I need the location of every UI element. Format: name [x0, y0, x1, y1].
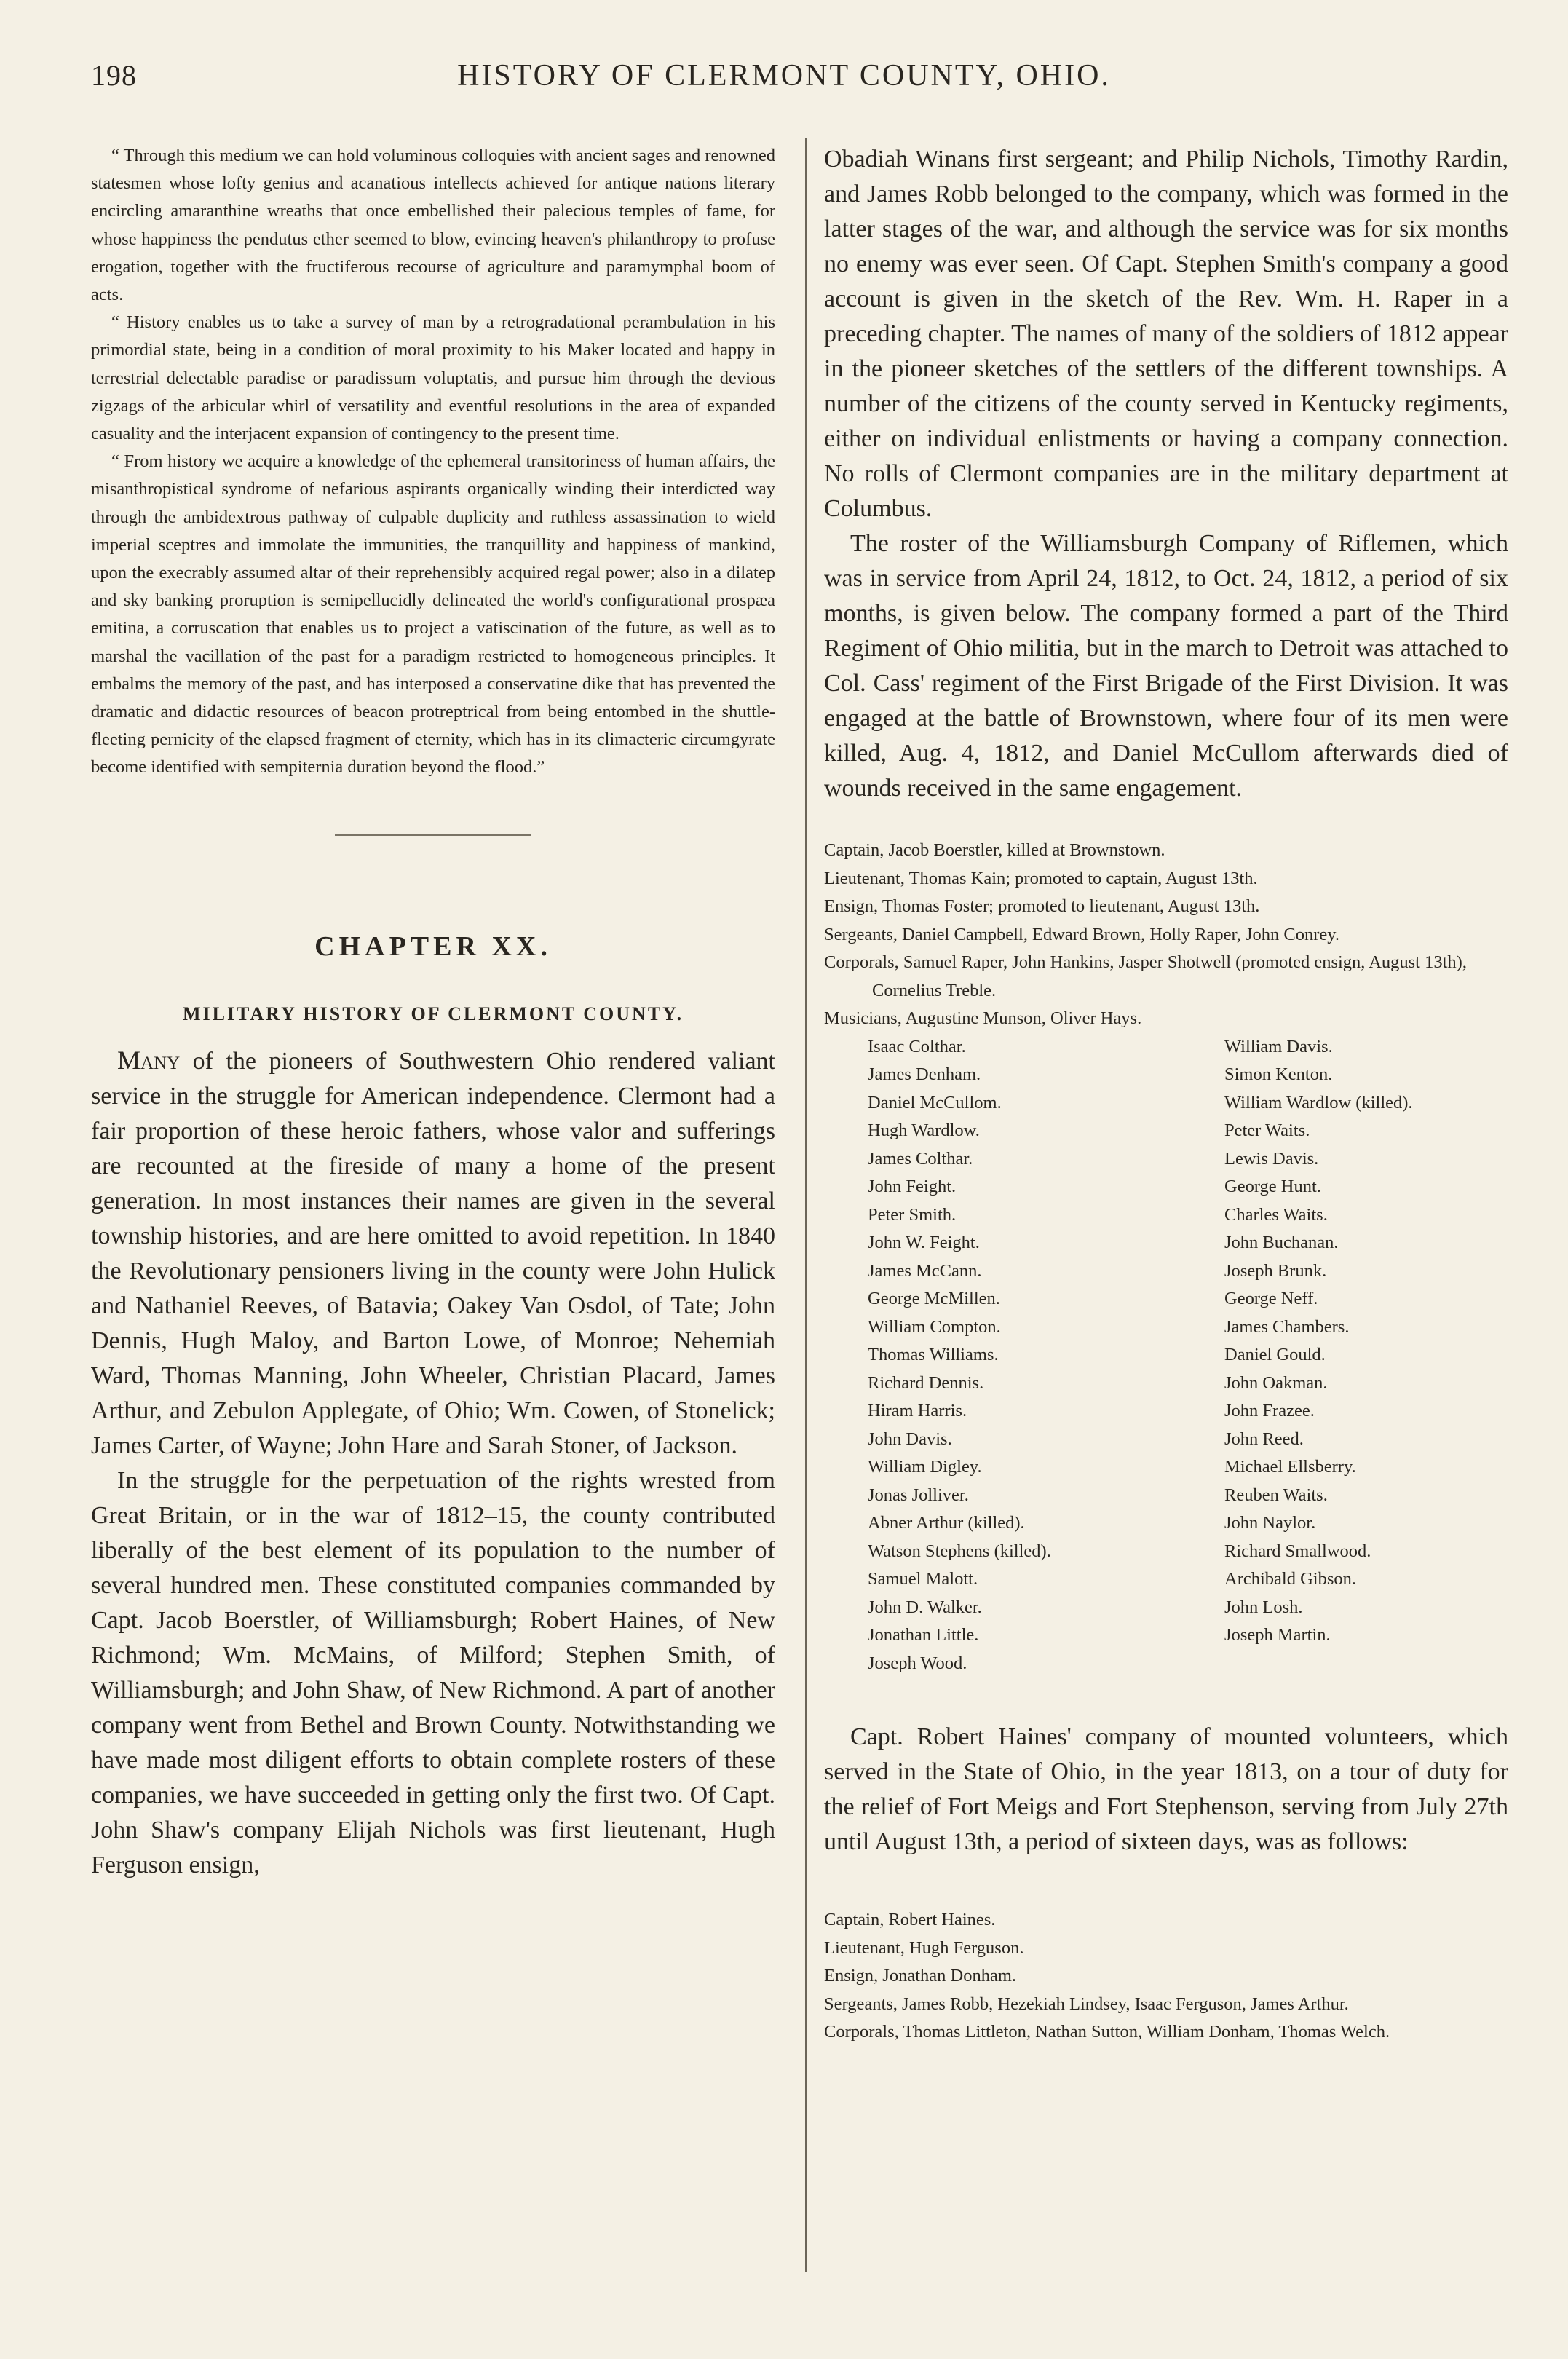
roster-officers-haines [824, 1906, 1508, 2047]
private-name: Reuben Waits. [1224, 1485, 1328, 1505]
chapter-subtitle: MILITARY HISTORY OF CLERMONT COUNTY. [182, 1003, 684, 1024]
names-column-left [868, 1033, 1224, 1678]
roster-line: Musicians, Augustine Munson, Oliver Hays. [824, 1008, 1142, 1028]
roster-line: Ensign, Jonathan Donham. [824, 1966, 1017, 1985]
roster-line: Lieutenant, Hugh Ferguson. [824, 1937, 1024, 1958]
private-name: Hiram Harris. [868, 1401, 967, 1420]
page-number: 198 [91, 59, 137, 92]
private-name: James Chambers. [1224, 1316, 1350, 1337]
private-name: Charles Waits. [1224, 1204, 1328, 1225]
quote-paragraph: “ History enables us to take a survey of man by a retrogradational perambulation in his primordial state, being in a condition of moral proximity to his Maker located and happy in terrestrial delectable paradise or paradissum voluptatis, and pursue him through the devious zigzags of the arbicular whirl of versatility and eventful resolutions in the area of expanded casuality and the interjacent expansion of contingency to the present time. [91, 312, 775, 444]
roster-line: Corporals, Thomas Littleton, Nathan Sutton, William Donham, Thomas Welch. [824, 2022, 1390, 2042]
roster-line: Captain, Jacob Boerstler, killed at Brownstown. [824, 840, 1165, 860]
private-name: Lewis Davis. [1224, 1148, 1319, 1169]
roster-line: Corporals, Samuel Raper, John Hankins, Jasper Shotwell (promoted ensign, August 13th), Cornelius Treble. [824, 952, 1467, 1000]
roster-privates-williamsburgh [824, 1033, 1508, 1678]
private-name: Simon Kenton. [1224, 1064, 1333, 1084]
body-paragraph [91, 1043, 775, 1463]
body-paragraph: In the struggle for the perpetuation of the rights wrested from Great Britain, or in the war of 1812–15, the county contributed liberally of the best element of its population to the number of several hundred men. These constituted companies commanded by Capt. Jacob Boerstler, of Williamsburgh; Robert Haines, of New Richmond; Wm. McMains, of Milford; Stephen Smith, of Williamsburgh; and John Shaw, of New Richmond. A part of another company went from Bethel and Brown County. Notwithstanding we have made most diligent efforts to obtain complete rosters of these companies, we have succeeded in getting only the first two. Of Capt. John Shaw's company Elijah Nichols was first lieutenant, Hugh Ferguson ensign, [91, 1466, 775, 1878]
private-name: Richard Dennis. [868, 1372, 984, 1393]
private-name: Hugh Wardlow. [868, 1121, 980, 1140]
private-name: William Wardlow (killed). [1224, 1092, 1413, 1113]
private-name: George McMillen. [868, 1289, 1000, 1308]
private-name: Watson Stephens (killed). [868, 1541, 1051, 1561]
roster-officers-williamsburgh [824, 837, 1508, 1033]
private-name: William Compton. [868, 1316, 1001, 1337]
private-name: Thomas Williams. [868, 1345, 999, 1364]
private-name: Samuel Malott. [868, 1569, 978, 1589]
roster-line: Captain, Robert Haines. [824, 1910, 996, 1929]
private-name: William Digley. [868, 1457, 982, 1477]
private-name: Richard Smallwood. [1224, 1541, 1371, 1561]
private-name: Archibald Gibson. [1224, 1569, 1356, 1589]
private-name: James McCann. [868, 1260, 982, 1281]
section-divider [335, 834, 531, 836]
body-paragraph: Obadiah Winans first sergeant; and Philip Nichols, Timothy Rardin, and James Robb belonged to the company, which was formed in the latter stages of the war, and although the service was for six months no enemy was ever seen. Of Capt. Stephen Smith's company a good account is given in the sketch of the Rev. Wm. H. Raper in a preceding chapter. The names of many of the soldiers of 1812 appear in the pioneer sketches of the settlers of the different townships. A number of the citizens of the county served in Kentucky regiments, either on individual enlistments or having a company connection. No rolls of Clermont companies are in the military department at Columbus. [824, 146, 1508, 522]
roster-line: Ensign, Thomas Foster; promoted to lieutenant, August 13th. [824, 896, 1260, 916]
private-name: Jonas Jolliver. [868, 1485, 969, 1505]
private-name: John Feight. [868, 1177, 957, 1196]
body-paragraph: The roster of the Williamsburgh Company of Riflemen, which was in service from April 24, 1812, to Oct. 24, 1812, a period of six months, is given below. The company formed a part of the Third Regiment of Ohio militia, but in the march to Detroit was attached to Col. Cass' regiment of the First Brigade of the First Division. It was engaged at the battle of Brownstown, where four of its men were killed, Aug. 4, 1812, and Daniel McCullom afterwards died of wounds received in the same engagement. [824, 530, 1508, 802]
private-name: Jonathan Little. [868, 1625, 979, 1645]
private-name: John Davis. [868, 1429, 952, 1449]
quote-paragraph: “ From history we acquire a knowledge of the ephemeral transitoriness of human affairs, the misanthropistical syndrome of nefarious aspirants organically winding their interdicted way through the ambidextrous pathway of culpable duplicity and ruthless assassination to wield imperial sceptres and immolate the immunities, the tranquillity and happiness of mankind, upon the execrably assumed altar of their reprehensibly acquired regal power; also in a dilatep and sky banking proruption is semipellucidly delineated the world's configurational prospæa emitina, a corruscation that enables us to project a vatiscination of the future, as well as to marshal the vacillation of the past for a paradigm restricted to homogeneous principles. It embalms the memory of the past, and has interposed a conservatine dike that has prevented the dramatic and didactic resources of beacon protreptrical from being entombed in the shuttle-fleeting pernicity of the elapsed fragment of eternity, which has in its climacteric circumgyrate become identified with sempiternia duration beyond the flood.” [91, 451, 775, 778]
private-name: Joseph Brunk. [1224, 1260, 1327, 1281]
paragraph-text: of the pioneers of Southwestern Ohio rendered valiant service in the struggle for American independence. Clermont had a fair proportion of these heroic fathers, whose valor and sufferings are recounted at the fireside of many a home of the present generation. In most instances their names are given in the several township histories, and are here omitted to avoid repetition. In 1840 the Revolutionary pensioners living in the county were John Hulick and Nathaniel Reeves, of Batavia; Oakey Van Osdol, of Tate; John Dennis, Hugh Maloy, and Barton Lowe, of Monroe; Nehemiah Ward, Thomas Manning, John Wheeler, Christian Placard, James Arthur, and Zebulon Applegate, of Ohio; Wm. Cowen, of Stonelick; James Carter, of Wayne; John Hare and Sarah Stoner, of Jackson. [91, 1047, 775, 1459]
private-name: Joseph Martin. [1224, 1625, 1331, 1645]
running-head: HISTORY OF CLERMONT COUNTY, OHIO. [457, 59, 1111, 92]
private-name: Isaac Colthar. [868, 1036, 966, 1056]
private-name: John Buchanan. [1224, 1233, 1339, 1252]
right-column [824, 142, 1508, 2047]
private-name: John Oakman. [1224, 1372, 1328, 1393]
private-name: John Frazee. [1224, 1401, 1315, 1420]
private-name: Abner Arthur (killed). [868, 1513, 1025, 1533]
private-name: John D. Walker. [868, 1597, 982, 1617]
private-name: George Neff. [1224, 1289, 1318, 1308]
private-name: Michael Ellsberry. [1224, 1457, 1356, 1477]
left-column [91, 142, 775, 1883]
private-name: John W. Feight. [868, 1233, 980, 1252]
private-name: Daniel McCullom. [868, 1092, 1002, 1113]
roster-line: Sergeants, James Robb, Hezekiah Lindsey, Isaac Ferguson, James Arthur. [824, 1994, 1349, 2014]
private-name: James Denham. [868, 1064, 981, 1084]
chapter-title: CHAPTER XX. [314, 930, 552, 962]
private-name: James Colthar. [868, 1148, 973, 1169]
private-name: John Losh. [1224, 1597, 1303, 1617]
private-name: Daniel Gould. [1224, 1345, 1326, 1364]
private-name: Joseph Wood. [868, 1653, 967, 1673]
private-name: George Hunt. [1224, 1177, 1321, 1196]
page-header [91, 58, 1477, 109]
private-name: Peter Waits. [1224, 1121, 1310, 1140]
names-column-right [1224, 1033, 1530, 1678]
private-name: Peter Smith. [868, 1204, 957, 1225]
private-name: William Davis. [1224, 1036, 1333, 1056]
quote-paragraph: “ Through this medium we can hold voluminous colloquies with ancient sages and renowned statesmen whose lofty genius and acanatious intellects achieved for antique nations literary encircling amaranthine wreaths that once embellished their palecious temples of fame, for whose happiness the pendutus ether seemed to blow, evincing heaven's philanthropy to profuse erogation, together with the fructiferous recourse of agriculture and paramymphal boom of acts. [91, 146, 775, 305]
column-divider [805, 138, 807, 2272]
private-name: John Reed. [1224, 1429, 1304, 1449]
roster-line: Lieutenant, Thomas Kain; promoted to captain, August 13th. [824, 868, 1258, 888]
private-name: John Naylor. [1224, 1513, 1316, 1533]
roster-line: Sergeants, Daniel Campbell, Edward Brown, Holly Raper, John Conrey. [824, 924, 1340, 944]
lead-word: Many [117, 1045, 181, 1075]
body-paragraph: Capt. Robert Haines' company of mounted volunteers, which served in the State of Ohio, in the year 1813, on a tour of duty for the relief of Fort Meigs and Fort Stephenson, serving from July 27th until August 13th, a period of sixteen days, was as follows: [824, 1723, 1508, 1855]
